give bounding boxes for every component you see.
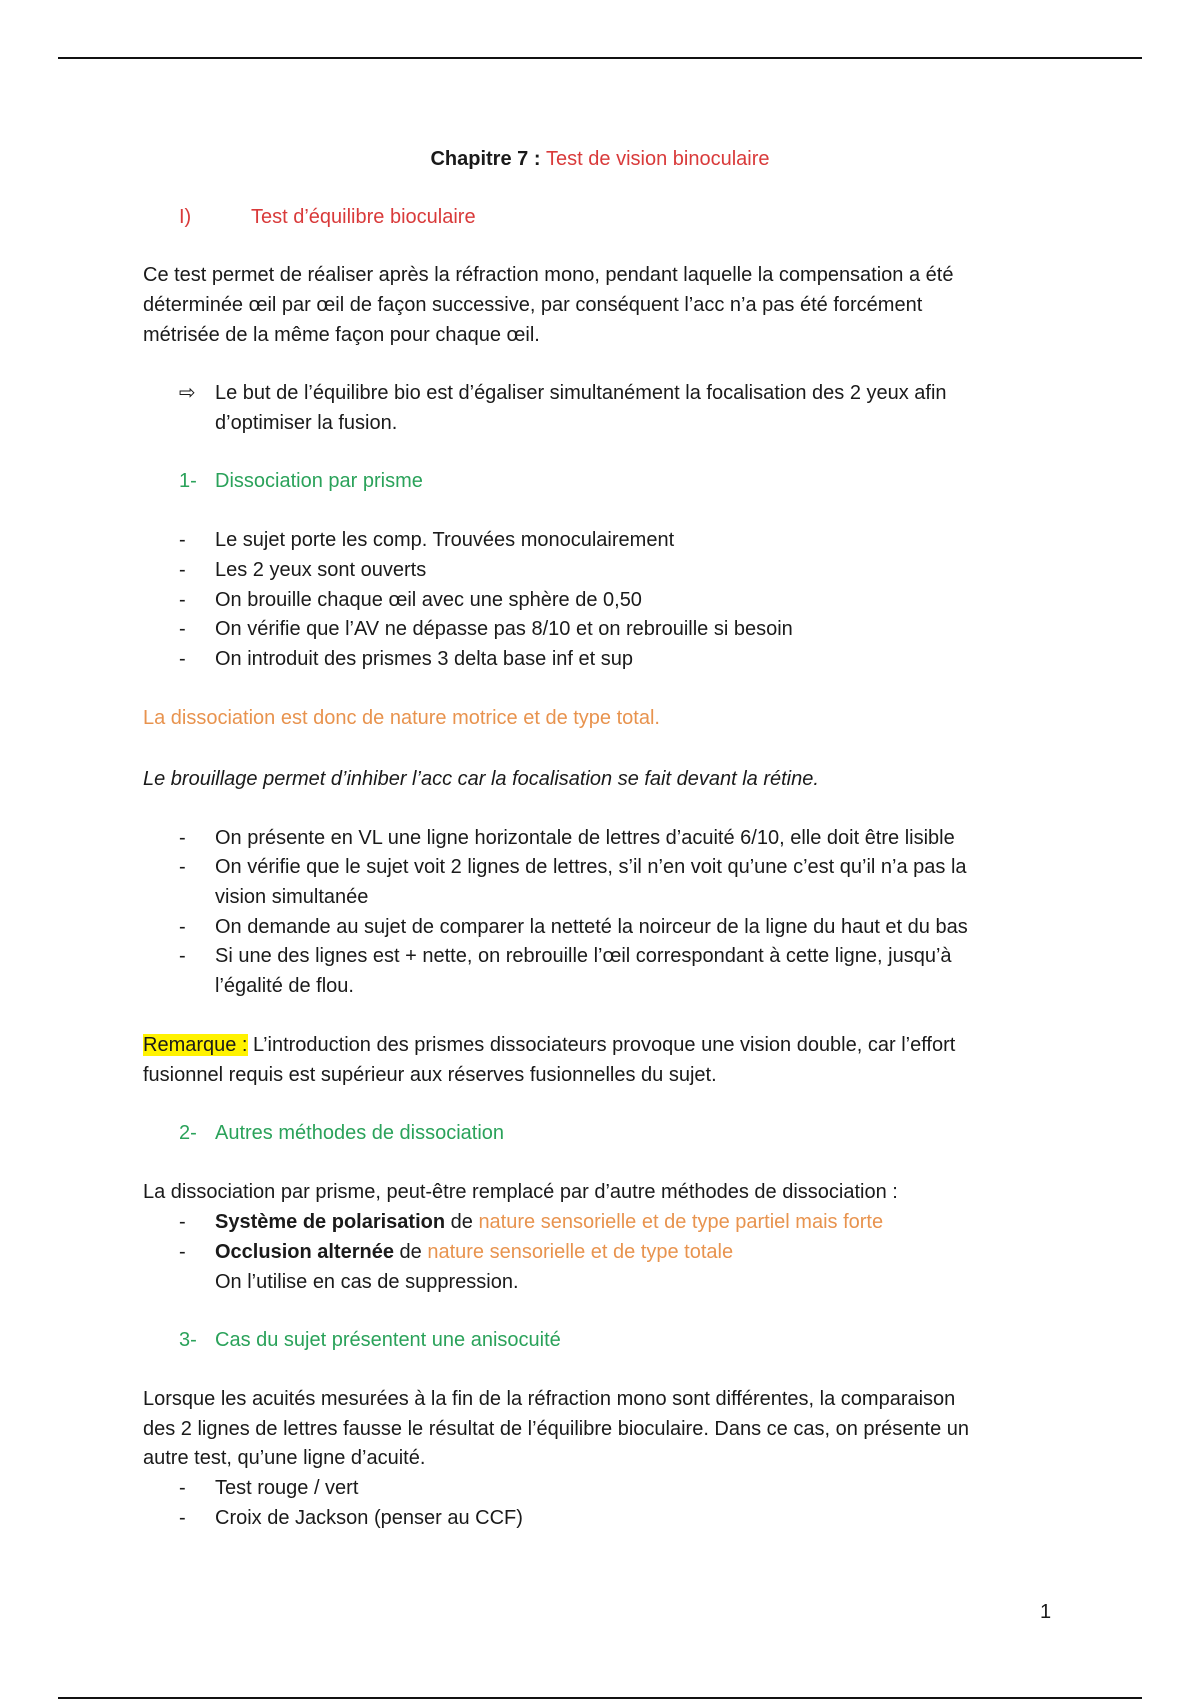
dash-bullet: -: [179, 648, 186, 670]
top-rule: [58, 57, 1142, 59]
section-1-heading: Test d’équilibre bioculaire: [251, 206, 476, 228]
dissociation-note: La dissociation est donc de nature motrice et de type total.: [143, 707, 660, 729]
sub-3-num: 3-: [179, 1329, 197, 1351]
intro-line-3: métrisée de la même façon pour chaque œil.: [143, 324, 540, 346]
method-item: [215, 1238, 733, 1266]
sub-2-intro: La dissociation par prisme, peut-être remplacé par d’autre méthodes de dissociation :: [143, 1181, 898, 1203]
method-description: nature sensorielle et de type partiel mais forte: [478, 1211, 884, 1233]
list-1-item: On introduit des prismes 3 delta base inf et sup: [215, 648, 634, 670]
method-description: nature sensorielle et de type totale: [427, 1241, 734, 1263]
dash-bullet: -: [179, 856, 186, 878]
page-title: [0, 145, 1200, 173]
dash-bullet: -: [179, 1241, 186, 1263]
dash-bullet: -: [179, 529, 186, 551]
sub-3-para-line-1: Lorsque les acuités mesurées à la fin de la réfraction mono sont différentes, la comparaison: [143, 1388, 956, 1410]
dash-bullet: -: [179, 559, 186, 581]
method-connector: de: [393, 1241, 428, 1263]
dash-bullet: -: [179, 1477, 186, 1499]
title-prefix: Chapitre 7 :: [430, 148, 547, 170]
list-2-item: On présente en VL une ligne horizontale de lettres d’acuité 6/10, elle doit être lisible: [215, 827, 955, 849]
dash-bullet: -: [179, 916, 186, 938]
sub-3-para-line-3: autre test, qu’une ligne d’acuité.: [143, 1447, 426, 1469]
list-1-item: Les 2 yeux sont ouverts: [215, 559, 427, 581]
methods-tail: On l’utilise en cas de suppression.: [215, 1271, 519, 1293]
sub-2-num: 2-: [179, 1122, 197, 1144]
list-2-item: On vérifie que le sujet voit 2 lignes de lettres, s’il n’en voit qu’une c’est qu’il n’a pas la: [215, 856, 967, 878]
list-1-item: On vérifie que l’AV ne dépasse pas 8/10 et on rebrouille si besoin: [215, 618, 793, 640]
dash-bullet: -: [179, 1507, 186, 1529]
list-1-item: Le sujet porte les comp. Trouvées monoculairement: [215, 529, 675, 551]
dash-bullet: -: [179, 618, 186, 640]
list-2-item: On demande au sujet de comparer la netteté la noirceur de la ligne du haut et du bas: [215, 916, 968, 938]
dash-bullet: -: [179, 1211, 186, 1233]
list-2-item-continued: vision simultanée: [215, 886, 369, 908]
intro-line-1: Ce test permet de réaliser après la réfraction mono, pendant laquelle la compensation a été: [143, 264, 954, 286]
arrow-bullet-icon: ⇨: [179, 382, 196, 404]
list-3-item: Croix de Jackson (penser au CCF): [215, 1507, 523, 1529]
list-2-item-continued: l’égalité de flou.: [215, 975, 354, 997]
dash-bullet: -: [179, 945, 186, 967]
remark-label: Remarque :: [143, 1034, 248, 1056]
sub-1-heading: Dissociation par prisme: [215, 470, 423, 492]
dash-bullet: -: [179, 589, 186, 611]
intro-line-2: déterminée œil par œil de façon successive, par conséquent l’acc n’a pas été forcément: [143, 294, 923, 316]
list-3-item: Test rouge / vert: [215, 1477, 359, 1499]
method-connector: de: [445, 1211, 479, 1233]
sub-2-heading: Autres méthodes de dissociation: [215, 1122, 505, 1144]
list-2-item: Si une des lignes est + nette, on rebrouille l’œil correspondant à cette ligne, jusqu’à: [215, 945, 952, 967]
method-name: Occlusion alternée: [215, 1241, 394, 1263]
method-name: Système de polarisation: [215, 1211, 446, 1233]
list-1-item: On brouille chaque œil avec une sphère de 0,50: [215, 589, 642, 611]
title-text: Test de vision binoculaire: [546, 148, 770, 170]
section-1-numeral: I): [179, 206, 192, 228]
dash-bullet: -: [179, 827, 186, 849]
sub-1-num: 1-: [179, 470, 197, 492]
page-number: 1: [1040, 1601, 1052, 1623]
method-item: [215, 1208, 883, 1236]
brouillage-note: Le brouillage permet d’inhiber l’acc car la focalisation se fait devant la rétine.: [143, 768, 819, 790]
sub-3-para-line-2: des 2 lignes de lettres fausse le résultat de l’équilibre bioculaire. Dans ce cas, on présente un: [143, 1418, 970, 1440]
remark-text: L’introduction des prismes dissociateurs provoque une vision double, car l’effort: [247, 1034, 956, 1056]
bottom-rule: [58, 1697, 1142, 1699]
remark-line-1: [143, 1031, 955, 1059]
arrow-item-line-2: d’optimiser la fusion.: [215, 412, 398, 434]
arrow-item-line-1: Le but de l’équilibre bio est d’égaliser simultanément la focalisation des 2 yeux afin: [215, 382, 947, 404]
remark-line-2: fusionnel requis est supérieur aux réserves fusionnelles du sujet.: [143, 1064, 717, 1086]
sub-3-heading: Cas du sujet présentent une anisocuité: [215, 1329, 561, 1351]
